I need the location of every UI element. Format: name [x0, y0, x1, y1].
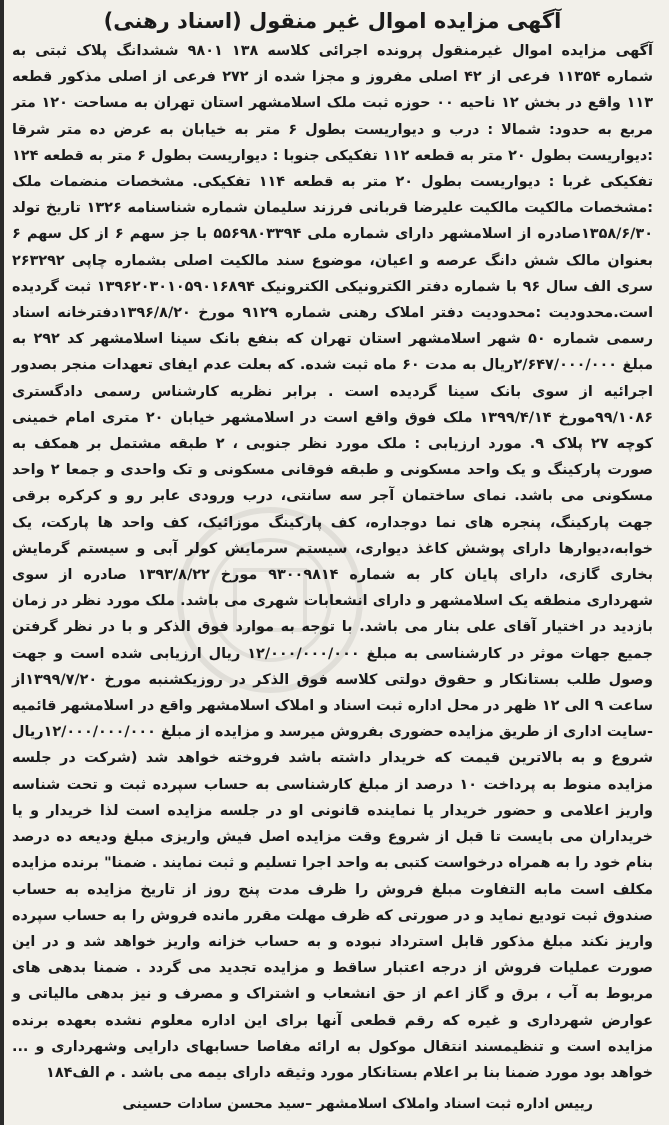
notice-signature: رییس اداره ثبت اسناد واملاک اسلامشهر –سید محسن سادات حسینی: [122, 1096, 593, 1113]
scan-edge: [0, 0, 4, 1125]
notice-body: آگهی مزایده اموال غیرمنقول پرونده اجرائی کلاسه ۱۳۸ ۹۸۰۱ ششدانگ پلاک ثبتی به شماره ۱۱۳۵۴ فرعی از ۴۲ اصلی مفروز و مجزا شده از ۲۷۲ فرعی از اصلی مذکور قطعه ۱۱۳ واقع در بخش ۱۲ ناحیه ۰۰ حوزه ثبت ملک اسلامشهر استان تهران به مساحت ۱۲۰ متر مربع به حدود: شمالا : درب و دیواریست بطول ۶ متر به خیابان به عرض ده متر شرقا :دیواریست بطول ۲۰ متر به قطعه ۱۱۲ تفکیکی جنوبا : دیواریست بطول ۶ متر به قطعه ۱۲۴ تفکیکی غربا : دیواریست بطول ۲۰ متر به قطعه ۱۱۴ تفکیکی. مشخصات منضمات ملک :مشخصات مالکیت مالکیت علیرضا قربانی فرزند سلیمان شماره شناسنامه ۱۳۲۶ تاریخ تولد ۱۳۵۸/۶/۳۰صادره از اسلامشهر دارای شماره ملی ۵۵۶۹۸۰۳۳۹۴ با جز سهم ۶ از کل سهم ۶ بعنوان مالک شش دانگ عرصه و اعیان، موضوع سند مالکیت اصلی بشماره چاپی ۲۶۳۲۹۲ سری الف سال ۹۶ با شماره دفتر الکترونیکی الکترونیک ۱۳۹۶۲۰۳۰۱۰۵۹۰۱۶۸۹۴ ثبت گردیده است.محدودیت :محدودیت دفتر املاک رهنی شماره ۹۱۲۹ مورخ ۱۳۹۶/۸/۲۰دفترخانه اسناد رسمی شماره ۵۰ شهر اسلامشهر استان تهران که بنفع بانک سینا اسلامشهر کد ۲۹۲ به مبلغ ۲/۶۴۷/۰۰۰/۰۰۰ریال به مدت ۶۰ ماه ثبت شده. که بعلت عدم ایفای تعهدات منجر بصدور اجرائیه از سوی بانک سینا گردیده است . برابر نظریه کارشناس رسمی دادگستری ۹۹/۱۰۸۶مورخ ۱۳۹۹/۴/۱۴ ملک فوق واقع است در اسلامشهر خیابان ۲۰ متری امام خمینی کوچه ۲۷ پلاک ۹. مورد ارزیابی : ملک مورد نظر جنوبی ، ۲ طبقه مشتمل بر همکف به صورت پارکینگ و یک واحد مسکونی و طبقه فوقانی مسکونی و تک واحدی و جمعا ۲ واحد مسکونی می باشد. نمای ساختمان آجر سه سانتی، درب ورودی عابر رو و کرکره برقی جهت پارکینگ، پنجره های نما دوجداره، کف پارکینگ موزائیک، کف واحد ها پارکت، یک خوابه،دیوارها دارای پوشش کاغذ دیواری، سیستم سرمایش کولر آبی و سیستم گرمایش بخاری گازی، دارای پایان کار به شماره ۹۳۰۰۹۸۱۴ مورخ ۱۳۹۳/۸/۲۲ صادره از سوی شهرداری منطقه یک اسلامشهر و دارای انشعابات شهری می باشد. ملک مورد نظر در زمان بازدید در اختیار آقای علی بنار می باشد. با توجه به موارد فوق الذکر و با در نظر گرفتن جمیع جهات موثر در کارشناسی به مبلغ ۱۲/۰۰۰/۰۰۰/۰۰۰ ریال ارزیابی شده است و جهت وصول طلب بستانکار و حقوق دولتی کلاسه فوق الذکر در روزیکشنبه مورخ ۱۳۹۹/۷/۲۰از ساعت ۹ الی ۱۲ ظهر در محل اداره ثبت اسناد و املاک اسلامشهر واقع در اسلامشهر قائمیه -سایت اداری از طریق مزایده حضوری بفروش میرسد و مزایده از مبلغ ۱۲/۰۰۰/۰۰۰/۰۰۰ریال شروع و به بالاترین قیمت که خریدار داشته باشد فروخته خواهد شد (شرکت در جلسه مزایده منوط به پرداخت ۱۰ درصد از مبلغ کارشناسی به حساب سپرده ثبت و تحت شناسه واریز اعلامی و حضور خریدار یا نماینده قانونی او در جلسه مزایده است لذا خریدار و یا خریداران می بایست تا قبل از شروع وقت مزایده اصل فیش واریزی مبلغ ودیعه ده درصد بنام خود را به همراه درخواست کتبی به واحد اجرا تسلیم و ثبت نمایند . ضمنا" برنده مزایده مکلف است مابه التفاوت مبلغ فروش را ظرف مدت پنج روز از تاریخ مزایده به حساب صندوق ثبت تودیع نماید و در صورتی که ظرف مهلت مقرر مانده فروش را به حساب سپرده واریز نکند مبلغ مذکور قابل استرداد نبوده و به حساب خزانه واریز خواهد شد و در این صورت عملیات فروش از درجه اعتبار ساقط و مزایده تجدید می گردد . ضمنا بدهی های مربوط به آب ، برق و گاز اعم از حق انشعاب و اشتراک و مصرف و نیز بدهی مالیاتی و عوارض شهرداری و غیره که رقم قطعی آنها برای این اداره معلوم نشده بعهده برنده مزایده است و تنظیمسند انتقال موکول به ارائه مفاصا حسابهای دارایی وشهرداری و ... خواهد بود مورد ضمنا بنا بر اعلام بستانکار مورد وثیقه دارای بیمه می باشد . م الف۱۸۴: [12, 43, 654, 1081]
notice-title: آگهی مزایده اموال غیر منقول (اسناد رهنی): [103, 9, 562, 33]
